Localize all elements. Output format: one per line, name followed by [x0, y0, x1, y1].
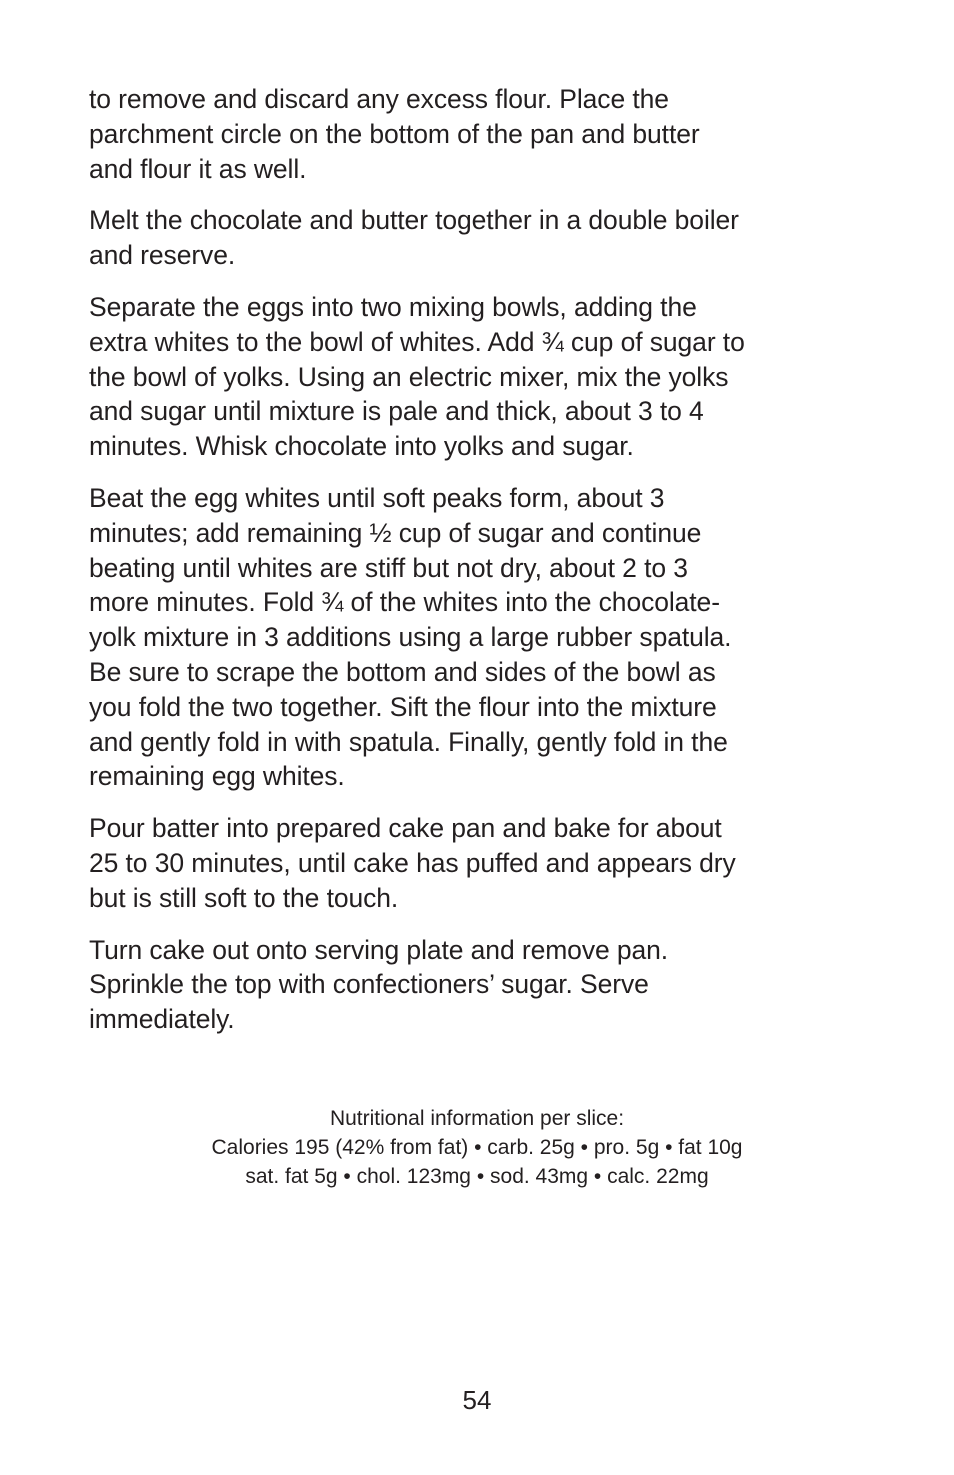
nutrition-info — [0, 1104, 954, 1191]
instruction-paragraph: Turn cake out onto serving plate and remove pan. Sprinkle the top with confectioners’ sugar. Serve immediately. — [89, 934, 669, 1035]
instruction-paragraph: Melt the chocolate and butter together in a double boiler and reserve. — [89, 205, 739, 271]
recipe-instructions — [89, 82, 879, 1054]
instruction-paragraph: to remove and discard any excess flour. Place the parchment circle on the bottom of the pan and butter and flour it as well. — [89, 84, 700, 184]
nutrition-heading: Nutritional information per slice: — [329, 1107, 625, 1130]
instruction-paragraph: Pour batter into prepared cake pan and bake for about 25 to 30 minutes, until cake has puffed and appears dry but is still soft to the touch. — [89, 813, 736, 913]
nutrition-line: sat. fat 5g • chol. 123mg • sod. 43mg • calc. 22mg — [245, 1165, 709, 1188]
page-number: 54 — [462, 1385, 492, 1415]
instruction-paragraph: Separate the eggs into two mixing bowls, adding the extra whites to the bowl of whites. Add ¾ cup of sugar to the bowl of yolks. Using an electric mixer, mix the yolks and sugar until mixture is pale and thick, about 3 to 4 minutes. Whisk chocolate into yolks and sugar. — [89, 291, 745, 462]
nutrition-line: Calories 195 (42% from fat) • carb. 25g • pro. 5g • fat 10g — [211, 1136, 743, 1159]
instruction-paragraph: Beat the egg whites until soft peaks form, about 3 minutes; add remaining ½ cup of sugar and continue beating until whites are stiff but not dry, about 2 to 3 more minutes. Fold ¾ of the whites into the chocolate- yolk mixture in 3 additions using a large rubber spatula. Be sure to scrape the bottom and sides of the bowl as you fold the two together. Sift the flour into the mixture and gently fold in with spatula. Finally, gently fold in the remaining egg whites. — [89, 482, 732, 792]
